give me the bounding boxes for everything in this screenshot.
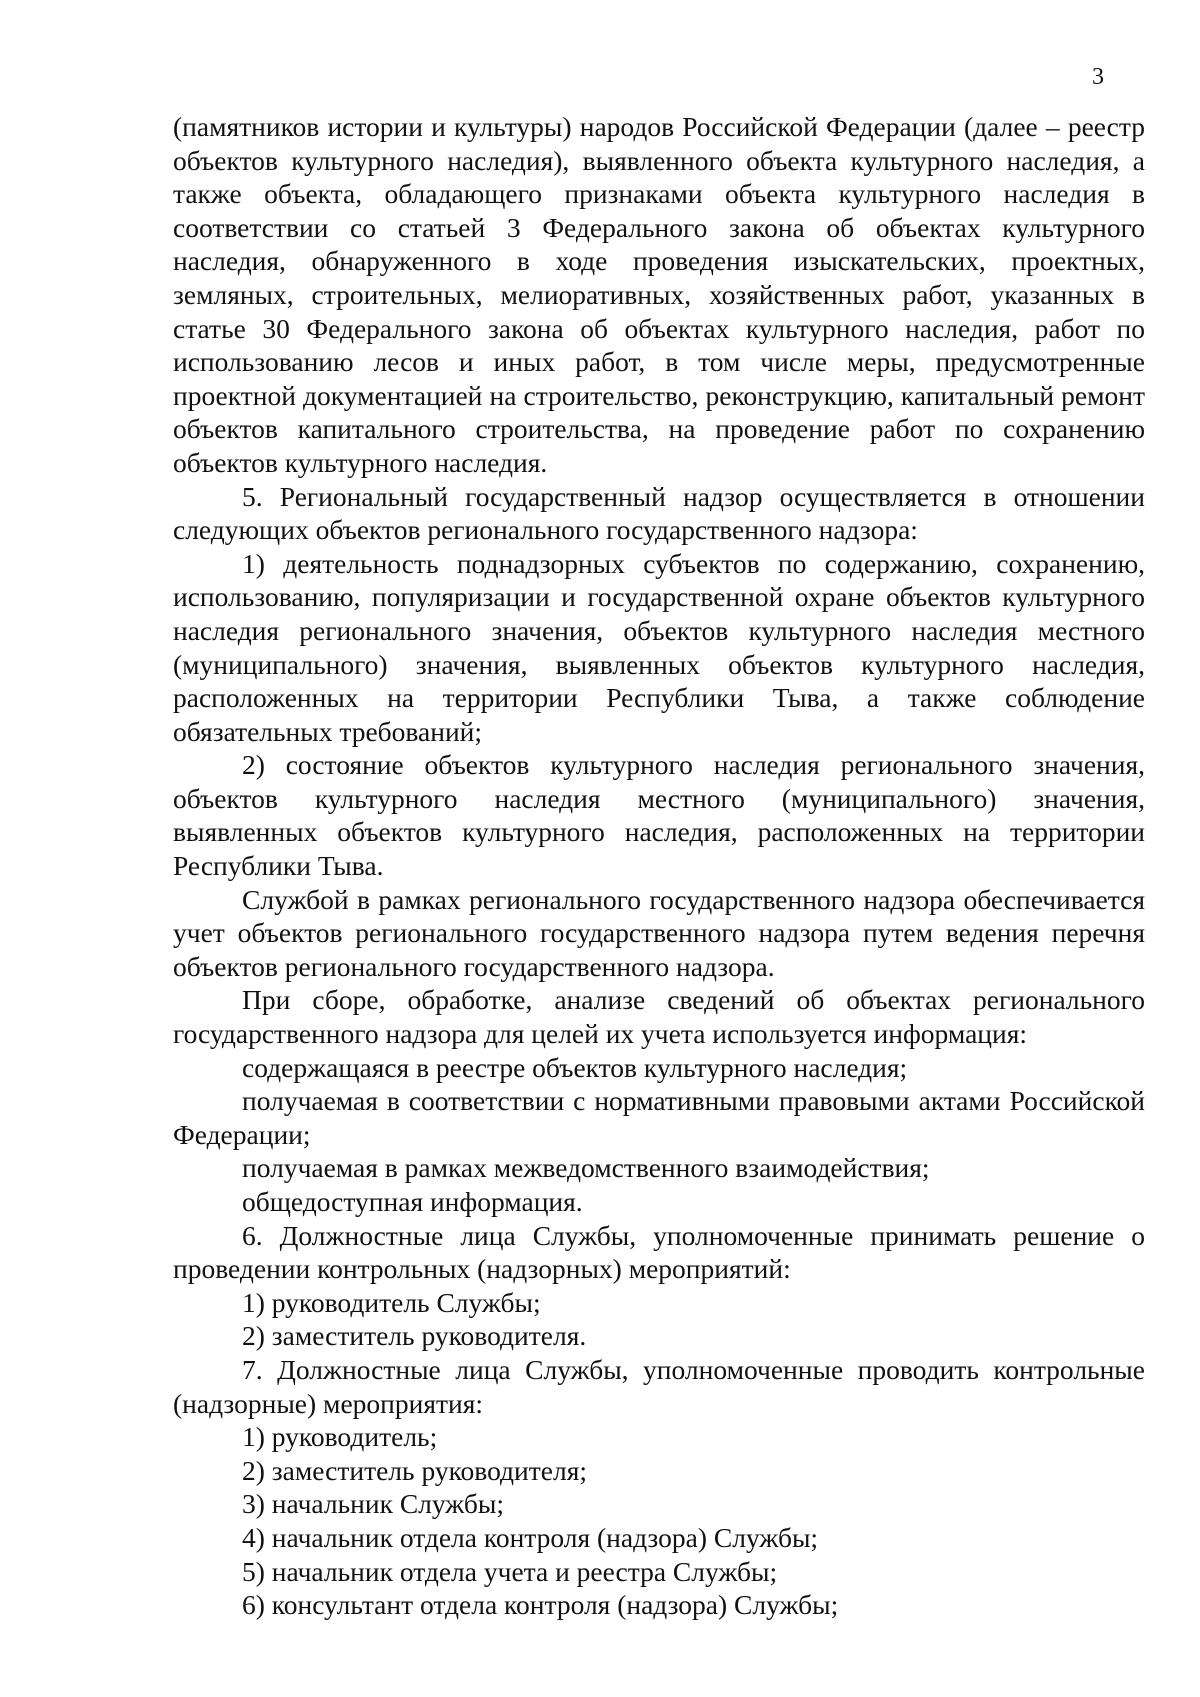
item-7-official-2: 2) заместитель руководителя; bbox=[242, 1454, 587, 1486]
item-6-official-2: 2) заместитель руководителя. bbox=[242, 1320, 587, 1352]
paragraph-item-7: 7. Должностные лица Службы, уполномоченные проводить контрольные (надзорные) мероприятия: bbox=[173, 1353, 1145, 1419]
info-source-legal-acts: получаемая в соответствии с нормативными правовыми актами Российской Федерации; bbox=[173, 1085, 1145, 1150]
paragraph-item-5: 5. Региональный государственный надзор осуществляется в отношении следующих объектов регионального государственного надзора: bbox=[173, 480, 1145, 546]
paragraph-subitem-1: 1) деятельность поднадзорных субъектов по содержанию, сохранению, использованию, популяризации и государственной охране объектов культурного наследия регионального значения, объектов культурного наследия местного (муниципального) значения, выявленных объектов культурного наследия, расположенных на территории Республики Тыва, а также соблюдение обязательных требований; bbox=[173, 547, 1145, 747]
info-source-registry: содержащаяся в реестре объектов культурного наследия; bbox=[242, 1051, 908, 1083]
paragraph-accounting: Службой в рамках регионального государственного надзора обеспечивается учет объектов регионального государственного надзора путем ведения перечня объектов регионального государственного надзора. bbox=[173, 883, 1145, 982]
page-number: 3 bbox=[1092, 64, 1104, 90]
item-7-official-6: 6) консультант отдела контроля (надзора) Службы; bbox=[242, 1589, 839, 1621]
item-7-official-1: 1) руководитель; bbox=[242, 1421, 438, 1453]
document-body bbox=[173, 110, 1145, 1622]
info-source-public: общедоступная информация. bbox=[242, 1186, 583, 1217]
item-6-official-1: 1) руководитель Службы; bbox=[242, 1286, 541, 1318]
item-7-official-4: 4) начальник отдела контроля (надзора) Службы; bbox=[242, 1521, 819, 1553]
item-7-official-3: 3) начальник Службы; bbox=[242, 1488, 505, 1520]
info-source-interagency: получаемая в рамках межведомственного взаимодействия; bbox=[242, 1152, 930, 1184]
paragraph-info-sources: При сборе, обработке, анализе сведений об объектах регионального государственного надзора для целей их учета используется информация: bbox=[173, 984, 1145, 1050]
paragraph-item-6: 6. Должностные лица Службы, уполномоченные принимать решение о проведении контрольных (надзорных) мероприятий: bbox=[173, 1219, 1145, 1285]
paragraph-continuation: (памятников истории и культуры) народов Российской Федерации (далее – реестр объектов культурного наследия), выявленного объекта культурного наследия, а также объекта, обладающего признаками объекта культурного наследия в соответствии со статьей 3 Федерального закона об объектах культурного наследия, обнаруженного в ходе проведения изыскательских, проектных, земляных, строительных, мелиоративных, хозяйственных работ, указанных в статье 30 Федерального закона об объектах культурного наследия, работ по использованию лесов и иных работ, в том числе меры, предусмотренные проектной документацией на строительство, реконструкцию, капитальный ремонт объектов капитального строительства, на проведение работ по сохранению объектов культурного наследия. bbox=[173, 111, 1145, 478]
paragraph-subitem-2: 2) состояние объектов культурного наследия регионального значения, объектов культурного наследия местного (муниципального) значения, выявленных объектов культурного наследия, расположенных на территории Республики Тыва. bbox=[173, 749, 1145, 882]
item-7-official-5: 5) начальник отдела учета и реестра Службы; bbox=[242, 1555, 778, 1587]
